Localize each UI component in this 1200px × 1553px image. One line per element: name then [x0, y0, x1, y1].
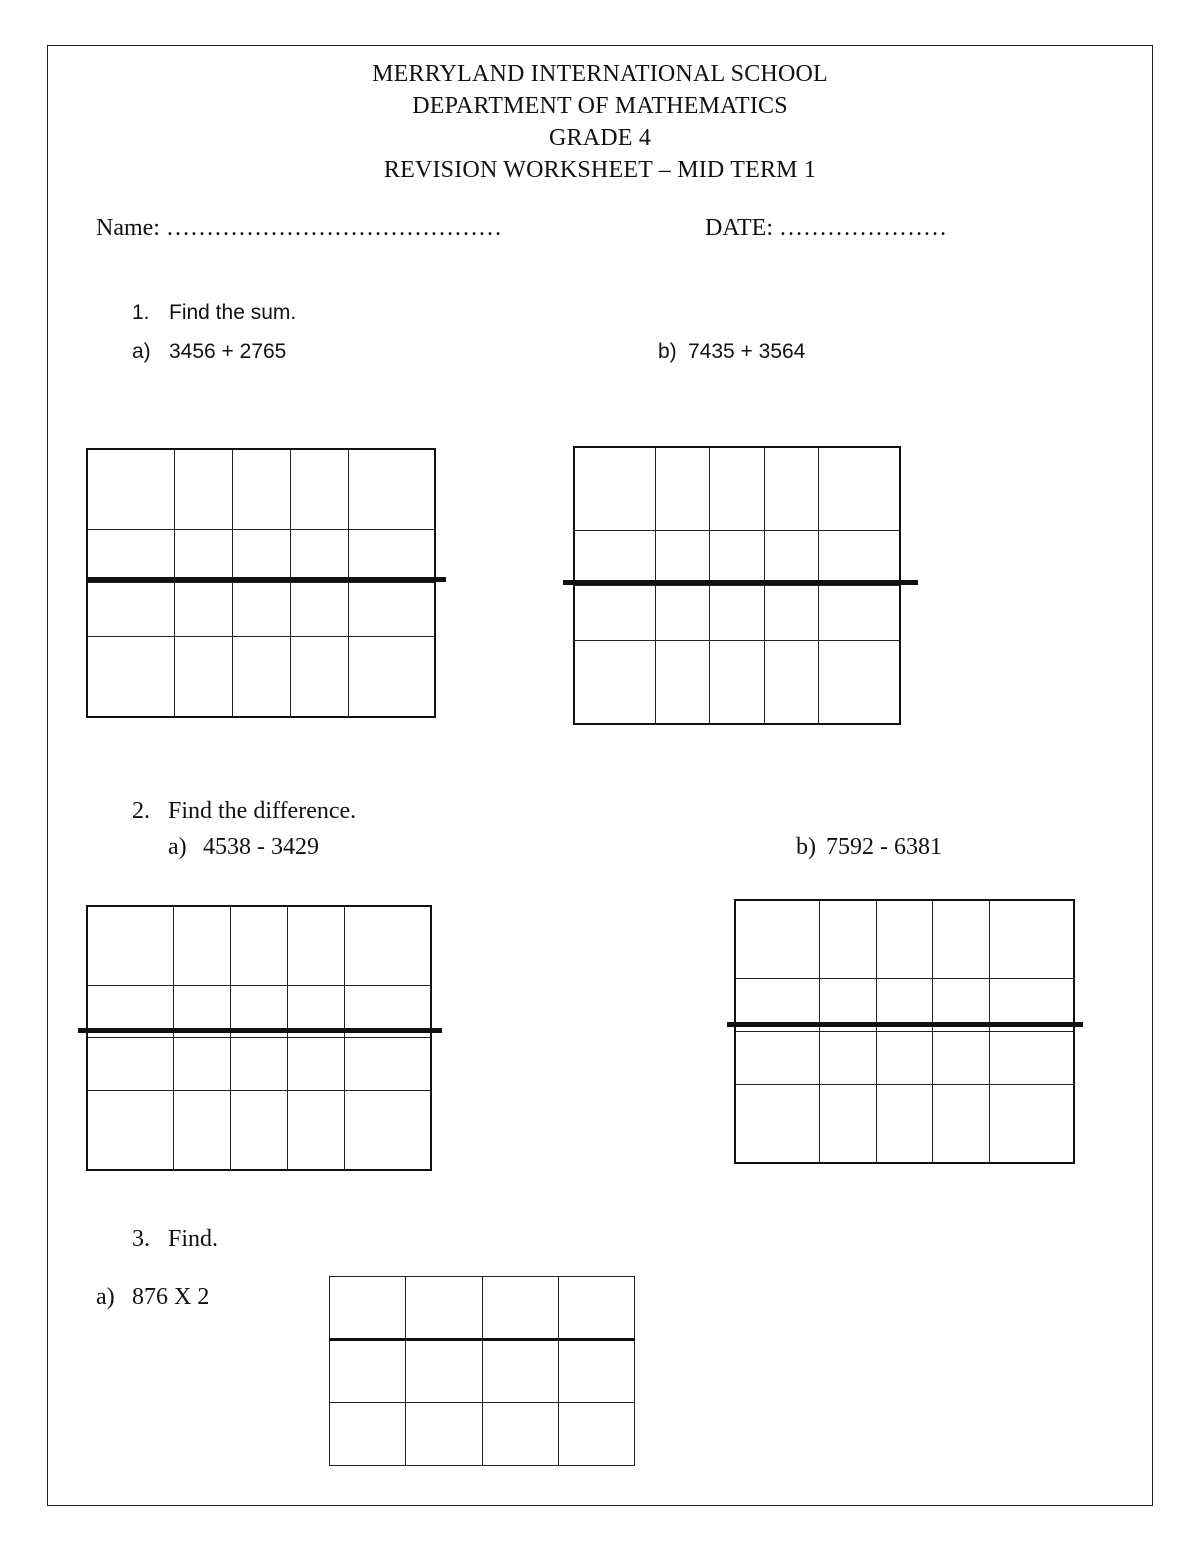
grid-cell[interactable]	[710, 530, 764, 585]
answer-grid-1a[interactable]	[86, 448, 436, 718]
grid-cell[interactable]	[232, 583, 290, 637]
grid-cell[interactable]	[933, 900, 990, 979]
grid-cell[interactable]	[818, 530, 900, 585]
grid-cell[interactable]	[558, 1340, 634, 1403]
question-1-prompt: Find the sum.	[169, 301, 297, 324]
grid-cell[interactable]	[348, 637, 435, 717]
grid-cell[interactable]	[933, 1031, 990, 1084]
department-name: DEPARTMENT OF MATHEMATICS	[412, 93, 788, 119]
question-3a-expression: 876 X 2	[132, 1284, 210, 1310]
grid-cell[interactable]	[710, 447, 764, 530]
grid-cell[interactable]	[406, 1403, 482, 1466]
grid-cell[interactable]	[818, 447, 900, 530]
grid-cell[interactable]	[406, 1277, 482, 1340]
grid-cell[interactable]	[230, 1038, 287, 1091]
grid-cell[interactable]	[290, 449, 348, 529]
grid-cell[interactable]	[764, 641, 818, 724]
question-2b-expression: 7592 - 6381	[826, 834, 942, 860]
grid-cell[interactable]	[345, 906, 431, 985]
grid-cell[interactable]	[574, 641, 656, 724]
answer-grid-2a[interactable]	[86, 905, 432, 1171]
question-2a-expression: 4538 - 3429	[203, 834, 319, 860]
question-3-prompt: Find.	[168, 1226, 219, 1252]
grid-cell[interactable]	[482, 1340, 558, 1403]
grid-cell[interactable]	[232, 637, 290, 717]
grid-cell[interactable]	[482, 1277, 558, 1340]
grid-cell[interactable]	[230, 906, 287, 985]
name-field[interactable]: Name: ……………………………………	[96, 215, 502, 241]
grid-cell[interactable]	[87, 1091, 173, 1170]
grid-cell[interactable]	[288, 1091, 345, 1170]
worksheet-title: REVISION WORKSHEET – MID TERM 1	[383, 157, 817, 183]
grid-cell[interactable]	[482, 1403, 558, 1466]
grid-cell[interactable]	[345, 1038, 431, 1091]
grid-cell[interactable]	[290, 583, 348, 637]
grid-cell[interactable]	[574, 530, 656, 585]
grid-cell[interactable]	[820, 1084, 877, 1163]
grid-cell[interactable]	[174, 637, 232, 717]
answer-line-1a	[88, 577, 446, 582]
answer-line-1b	[563, 580, 918, 585]
grid-cell[interactable]	[656, 447, 710, 530]
grid-cell[interactable]	[989, 900, 1074, 979]
question-1b-expression: 7435 + 3564	[688, 340, 806, 363]
grid-cell[interactable]	[87, 637, 174, 717]
grid-cell[interactable]	[174, 583, 232, 637]
answer-grid-3a[interactable]	[329, 1276, 635, 1466]
answer-grid-2b[interactable]	[734, 899, 1075, 1164]
question-2-number: 2.	[132, 798, 150, 824]
grid-cell[interactable]	[232, 449, 290, 529]
question-3a-label: a)	[96, 1284, 115, 1310]
answer-line-2b	[727, 1022, 1083, 1027]
grid-cell[interactable]	[174, 449, 232, 529]
grid-cell[interactable]	[710, 585, 764, 640]
grid-cell[interactable]	[173, 1038, 230, 1091]
grid-cell[interactable]	[290, 529, 348, 583]
grid-cell[interactable]	[345, 1091, 431, 1170]
grid-cell[interactable]	[764, 530, 818, 585]
grid-cell[interactable]	[876, 1031, 933, 1084]
grid-cell[interactable]	[735, 900, 820, 979]
grid-cell[interactable]	[818, 641, 900, 724]
grid-cell[interactable]	[87, 529, 174, 583]
grid-cell[interactable]	[764, 447, 818, 530]
grid-cell[interactable]	[656, 641, 710, 724]
grid-cell[interactable]	[876, 900, 933, 979]
grid-cell[interactable]	[232, 529, 290, 583]
grid-cell[interactable]	[558, 1403, 634, 1466]
grid-cell[interactable]	[989, 1031, 1074, 1084]
grid-cell[interactable]	[406, 1340, 482, 1403]
grid-cell[interactable]	[876, 1084, 933, 1163]
grid-cell[interactable]	[735, 1084, 820, 1163]
answer-grid-1b[interactable]	[573, 446, 901, 725]
grid-cell[interactable]	[290, 637, 348, 717]
grid-cell[interactable]	[574, 585, 656, 640]
answer-line-2a	[78, 1028, 442, 1033]
grid-cell[interactable]	[710, 641, 764, 724]
question-1a-expression: 3456 + 2765	[169, 340, 287, 363]
grid-cell[interactable]	[87, 449, 174, 529]
question-1b-label: b)	[658, 340, 677, 363]
date-field[interactable]: DATE: …………………	[705, 215, 947, 241]
grid-cell[interactable]	[87, 583, 174, 637]
grid-cell[interactable]	[558, 1277, 634, 1340]
grid-cell[interactable]	[656, 530, 710, 585]
grid-cell[interactable]	[933, 1084, 990, 1163]
grid-cell[interactable]	[764, 585, 818, 640]
question-1-number: 1.	[132, 301, 150, 324]
grid-cell[interactable]	[87, 1038, 173, 1091]
question-1a-label: a)	[132, 340, 151, 363]
grid-cell[interactable]	[330, 1277, 406, 1340]
grid-cell[interactable]	[288, 1038, 345, 1091]
question-2b-label: b)	[796, 834, 816, 860]
grid-cell[interactable]	[348, 449, 435, 529]
grid-cell[interactable]	[348, 583, 435, 637]
grid-cell[interactable]	[574, 447, 656, 530]
grid-cell[interactable]	[330, 1403, 406, 1466]
question-2-prompt: Find the difference.	[168, 798, 357, 824]
grade-label: GRADE 4	[548, 125, 652, 151]
grid-cell[interactable]	[656, 585, 710, 640]
grid-cell[interactable]	[820, 900, 877, 979]
grid-cell[interactable]	[288, 906, 345, 985]
grid-cell[interactable]	[330, 1340, 406, 1403]
grid-cell[interactable]	[818, 585, 900, 640]
question-3-number: 3.	[132, 1226, 150, 1252]
grid-cell[interactable]	[173, 1091, 230, 1170]
answer-line-3a	[329, 1338, 635, 1341]
grid-cell[interactable]	[820, 1031, 877, 1084]
grid-cell[interactable]	[989, 1084, 1074, 1163]
grid-cell[interactable]	[348, 529, 435, 583]
grid-cell[interactable]	[173, 906, 230, 985]
grid-cell[interactable]	[735, 1031, 820, 1084]
grid-cell[interactable]	[87, 906, 173, 985]
grid-cell[interactable]	[174, 529, 232, 583]
school-name: MERRYLAND INTERNATIONAL SCHOOL	[372, 61, 828, 87]
question-2a-label: a)	[168, 834, 187, 860]
grid-cell[interactable]	[230, 1091, 287, 1170]
